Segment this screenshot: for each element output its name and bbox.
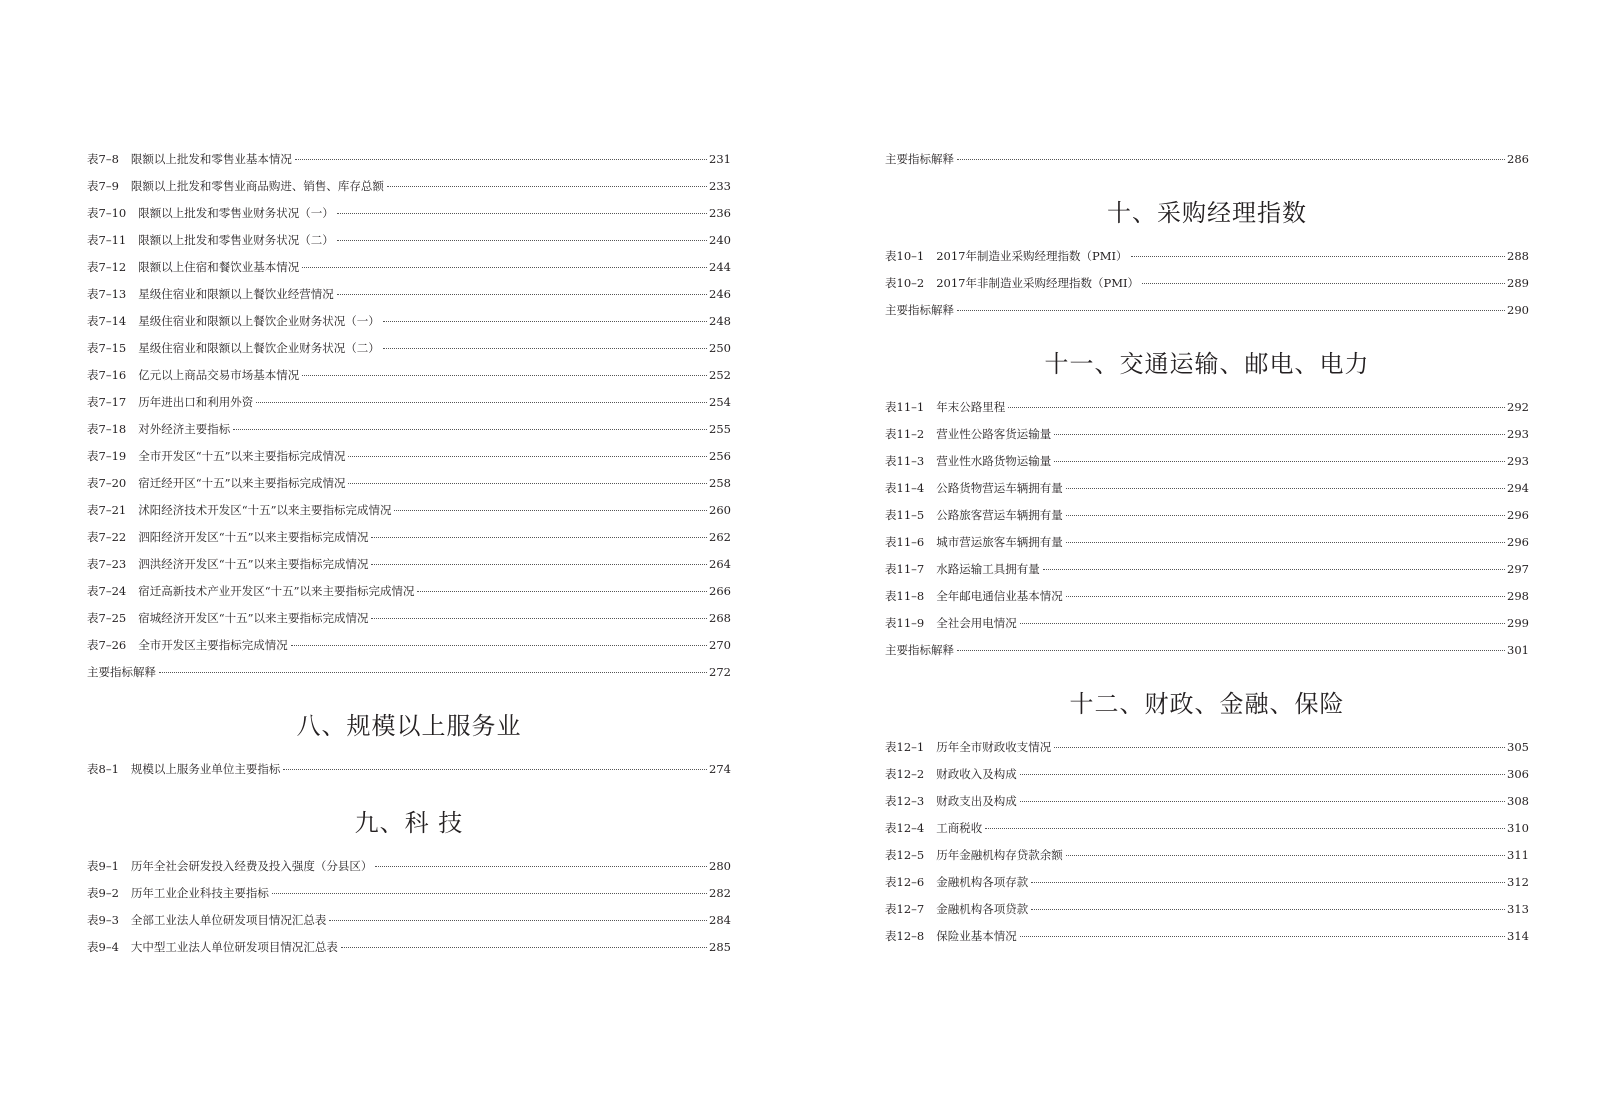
- section-heading-10: 十、采购经理指数: [1107, 199, 1307, 227]
- toc-entry[interactable]: [885, 739, 1529, 766]
- toc-entry-title: 财政收入及构成: [936, 767, 1017, 781]
- dot-leader: [1054, 747, 1505, 748]
- dot-leader: [1020, 623, 1505, 624]
- dot-leader: [291, 645, 707, 646]
- toc-entry-code: 表7–16: [87, 368, 127, 382]
- toc-entry-page-number: 289: [1507, 276, 1529, 290]
- toc-entry-title: 亿元以上商品交易市场基本情况: [138, 368, 300, 382]
- toc-entry-page-number: 240: [709, 233, 731, 247]
- toc-entry-title: 规模以上服务业单位主要指标: [130, 762, 281, 776]
- section-heading-8: 八、规模以上服务业: [296, 712, 522, 740]
- dot-leader: [1066, 855, 1505, 856]
- toc-entry-title: 主要指标解释: [885, 643, 954, 657]
- toc-entry-code: 表11–3: [885, 454, 925, 468]
- dot-leader: [394, 510, 707, 511]
- toc-entry-page-number: 296: [1507, 508, 1529, 522]
- toc-entry[interactable]: [87, 858, 731, 885]
- dot-leader: [387, 186, 707, 187]
- toc-entry-title: 主要指标解释: [885, 303, 954, 317]
- toc-entry[interactable]: [885, 561, 1529, 588]
- toc-entry[interactable]: [87, 340, 731, 367]
- toc-entry[interactable]: [87, 502, 731, 529]
- dot-leader: [1031, 882, 1505, 883]
- toc-entry-code: 表12–2: [885, 767, 925, 781]
- toc-entry[interactable]: [885, 820, 1529, 847]
- toc-entry[interactable]: [885, 874, 1529, 901]
- toc-entry-code: 表11–6: [885, 535, 925, 549]
- toc-entry-title: 2017年制造业采购经理指数（PMI）: [936, 249, 1128, 263]
- dot-leader: [1066, 488, 1505, 489]
- toc-entry-title: 金融机构各项存款: [936, 875, 1029, 889]
- toc-list-section-12: [885, 739, 1529, 955]
- toc-entry-code: 表11–2: [885, 427, 925, 441]
- toc-entry-title: 宿城经济开发区“十五”以来主要指标完成情况: [138, 611, 369, 625]
- toc-list-section-9-notes: [885, 151, 1529, 178]
- toc-entry-page-number: 299: [1507, 616, 1529, 630]
- toc-entry-notes[interactable]: [885, 642, 1529, 669]
- toc-entry-page-number: 256: [709, 449, 731, 463]
- toc-entry[interactable]: [87, 529, 731, 556]
- toc-entry-page-number: 244: [709, 260, 731, 274]
- toc-entry-code: 表12–5: [885, 848, 925, 862]
- toc-entry-title: 历年全社会研发投入经费及投入强度（分县区）: [130, 859, 373, 873]
- toc-entry-title: 限额以上住宿和餐饮业基本情况: [138, 260, 300, 274]
- toc-entry-code: 表11–7: [885, 562, 925, 576]
- toc-entry-code: 表7–9: [87, 179, 119, 193]
- toc-entry[interactable]: [87, 761, 731, 788]
- toc-entry-page-number: 248: [709, 314, 731, 328]
- toc-entry[interactable]: [87, 421, 731, 448]
- toc-entry-title: 财政支出及构成: [936, 794, 1017, 808]
- dot-leader: [383, 321, 707, 322]
- toc-entry-code: 表7–24: [87, 584, 127, 598]
- toc-entry[interactable]: [87, 313, 731, 340]
- toc-entry-page-number: 264: [709, 557, 731, 571]
- toc-entry-title: 金融机构各项贷款: [936, 902, 1029, 916]
- toc-entry-title: 限额以上批发和零售业商品购进、销售、库存总额: [130, 179, 384, 193]
- toc-entry-page-number: 255: [709, 422, 731, 436]
- toc-entry-page-number: 266: [709, 584, 731, 598]
- dot-leader: [302, 375, 707, 376]
- toc-entry[interactable]: [885, 275, 1529, 302]
- toc-entry-title: 泗阳经济开发区“十五”以来主要指标完成情况: [138, 530, 369, 544]
- toc-entry-code: 表10–1: [885, 249, 925, 263]
- toc-entry-title: 历年金融机构存贷款余额: [936, 848, 1063, 862]
- toc-entry-page-number: 313: [1507, 902, 1529, 916]
- toc-entry-code: 表7–22: [87, 530, 127, 544]
- dot-leader: [329, 920, 707, 921]
- toc-entry-code: 表7–15: [87, 341, 127, 355]
- section-heading-11: 十一、交通运输、邮电、电力: [1044, 350, 1370, 378]
- toc-entry-page-number: 292: [1507, 400, 1529, 414]
- toc-entry[interactable]: [87, 475, 731, 502]
- toc-entry[interactable]: [87, 286, 731, 313]
- toc-entry-page-number: 282: [709, 886, 731, 900]
- dot-leader: [957, 159, 1505, 160]
- toc-entry-page-number: 284: [709, 913, 731, 927]
- toc-entry-page-number: 285: [709, 940, 731, 954]
- toc-entry-page-number: 310: [1507, 821, 1529, 835]
- toc-entry[interactable]: [885, 615, 1529, 642]
- toc-entry-page-number: 293: [1507, 427, 1529, 441]
- toc-entry[interactable]: [885, 793, 1529, 820]
- toc-entry-code: 表7–11: [87, 233, 127, 247]
- toc-entry-title: 对外经济主要指标: [138, 422, 231, 436]
- toc-entry[interactable]: [87, 178, 731, 205]
- toc-entry-page-number: 268: [709, 611, 731, 625]
- dot-leader: [1066, 515, 1505, 516]
- toc-entry-page-number: 312: [1507, 875, 1529, 889]
- toc-entry-title: 限额以上批发和零售业财务状况（二）: [138, 233, 334, 247]
- toc-entry-code: 表9–1: [87, 859, 119, 873]
- toc-entry[interactable]: [87, 610, 731, 637]
- toc-entry[interactable]: [87, 394, 731, 421]
- toc-entry-title: 城市营运旅客车辆拥有量: [936, 535, 1063, 549]
- toc-entry-title: 星级住宿业和限额以上餐饮业经营情况: [138, 287, 334, 301]
- toc-entry-code: 表7–23: [87, 557, 127, 571]
- dot-leader: [371, 537, 707, 538]
- dot-leader: [302, 267, 707, 268]
- toc-entry-title: 宿迁高新技术产业开发区“十五”以来主要指标完成情况: [138, 584, 415, 598]
- dot-leader: [348, 483, 707, 484]
- toc-entry[interactable]: [885, 507, 1529, 534]
- toc-entry-code: 表7–25: [87, 611, 127, 625]
- toc-list-section-11: [885, 399, 1529, 669]
- toc-entry-page-number: 280: [709, 859, 731, 873]
- toc-entry-page-number: 270: [709, 638, 731, 652]
- toc-entry-code: 表12–7: [885, 902, 925, 916]
- toc-entry-title: 限额以上批发和零售业财务状况（一）: [138, 206, 334, 220]
- toc-entry-title: 全年邮电通信业基本情况: [936, 589, 1063, 603]
- toc-entry-page-number: 296: [1507, 535, 1529, 549]
- dot-leader: [256, 402, 707, 403]
- toc-entry-page-number: 254: [709, 395, 731, 409]
- toc-entry-page-number: 252: [709, 368, 731, 382]
- toc-entry-code: 表12–8: [885, 929, 925, 943]
- dot-leader: [295, 159, 707, 160]
- dot-leader: [1031, 909, 1505, 910]
- toc-entry[interactable]: [87, 205, 731, 232]
- toc-list-section-10: [885, 248, 1529, 329]
- dot-leader: [1131, 256, 1506, 257]
- toc-entry[interactable]: [87, 151, 731, 178]
- toc-entry-page-number: 305: [1507, 740, 1529, 754]
- toc-entry-page-number: 231: [709, 152, 731, 166]
- toc-entry-title: 主要指标解释: [87, 665, 156, 679]
- toc-entry-code: 表12–4: [885, 821, 925, 835]
- toc-entry-notes[interactable]: [87, 664, 731, 691]
- toc-entry[interactable]: [87, 367, 731, 394]
- toc-entry-title: 星级住宿业和限额以上餐饮企业财务状况（一）: [138, 314, 380, 328]
- toc-list-section-9: [87, 858, 731, 966]
- toc-entry-page-number: 236: [709, 206, 731, 220]
- toc-entry-title: 水路运输工具拥有量: [936, 562, 1040, 576]
- toc-entry-code: 表7–20: [87, 476, 127, 490]
- dot-leader: [1066, 542, 1505, 543]
- toc-entry-page-number: 246: [709, 287, 731, 301]
- toc-entry-page-number: 298: [1507, 589, 1529, 603]
- toc-entry-code: 表7–12: [87, 260, 127, 274]
- toc-entry-title: 年末公路里程: [936, 400, 1006, 414]
- toc-entry[interactable]: [87, 259, 731, 286]
- toc-entry[interactable]: [87, 232, 731, 259]
- toc-entry[interactable]: [885, 766, 1529, 793]
- toc-entry-code: 表9–4: [87, 940, 119, 954]
- toc-entry-page-number: 260: [709, 503, 731, 517]
- toc-entry[interactable]: [87, 448, 731, 475]
- toc-entry-page-number: 286: [1507, 152, 1529, 166]
- toc-entry-title: 历年工业企业科技主要指标: [130, 886, 269, 900]
- toc-entry[interactable]: [87, 912, 731, 939]
- toc-entry-title: 限额以上批发和零售业基本情况: [130, 152, 292, 166]
- dot-leader: [159, 672, 707, 673]
- toc-entry-page-number: 258: [709, 476, 731, 490]
- toc-entry-code: 表7–18: [87, 422, 127, 436]
- dot-leader: [1020, 936, 1505, 937]
- toc-entry-page-number: 314: [1507, 929, 1529, 943]
- toc-entry-code: 表11–1: [885, 400, 925, 414]
- dot-leader: [341, 947, 707, 948]
- toc-entry-page-number: 262: [709, 530, 731, 544]
- toc-entry-code: 表7–17: [87, 395, 127, 409]
- toc-entry[interactable]: [885, 534, 1529, 561]
- toc-entry-code: 表7–10: [87, 206, 127, 220]
- toc-entry-notes[interactable]: [885, 151, 1529, 178]
- toc-entry-title: 保险业基本情况: [936, 929, 1017, 943]
- toc-left-page: [87, 151, 731, 966]
- toc-entry-page-number: 311: [1507, 848, 1529, 862]
- toc-entry-code: 表9–3: [87, 913, 119, 927]
- toc-entry-page-number: 274: [709, 762, 731, 776]
- toc-entry-title: 2017年非制造业采购经理指数（PMI）: [936, 276, 1140, 290]
- toc-entry[interactable]: [885, 480, 1529, 507]
- toc-entry-title: 星级住宿业和限额以上餐饮企业财务状况（二）: [138, 341, 380, 355]
- toc-entry-code: 表10–2: [885, 276, 925, 290]
- toc-entry[interactable]: [885, 399, 1529, 426]
- toc-entry-title: 历年全市财政收支情况: [936, 740, 1052, 754]
- toc-entry-title: 全社会用电情况: [936, 616, 1017, 630]
- toc-entry-page-number: 301: [1507, 643, 1529, 657]
- dot-leader: [272, 893, 707, 894]
- toc-entry-code: 表11–5: [885, 508, 925, 522]
- toc-entry-title: 大中型工业法人单位研发项目情况汇总表: [130, 940, 338, 954]
- dot-leader: [371, 564, 707, 565]
- toc-entry-title: 全市开发区“十五”以来主要指标完成情况: [138, 449, 346, 463]
- toc-entry[interactable]: [885, 928, 1529, 955]
- toc-entry-title: 全部工业法人单位研发项目情况汇总表: [130, 913, 327, 927]
- toc-entry-code: 表12–6: [885, 875, 925, 889]
- toc-entry-code: 表7–14: [87, 314, 127, 328]
- toc-entry[interactable]: [87, 885, 731, 912]
- toc-entry[interactable]: [87, 556, 731, 583]
- dot-leader: [1054, 461, 1505, 462]
- toc-entry-code: 表9–2: [87, 886, 119, 900]
- toc-entry-page-number: 293: [1507, 454, 1529, 468]
- toc-entry-title: 全市开发区主要指标完成情况: [138, 638, 288, 652]
- toc-entry-notes[interactable]: [885, 302, 1529, 329]
- toc-entry-code: 表11–8: [885, 589, 925, 603]
- dot-leader: [1043, 569, 1505, 570]
- toc-entry-code: 表8–1: [87, 762, 119, 776]
- toc-entry-page-number: 290: [1507, 303, 1529, 317]
- dot-leader: [417, 591, 707, 592]
- dot-leader: [1142, 283, 1505, 284]
- toc-entry-code: 表7–21: [87, 503, 127, 517]
- toc-entry-title: 宿迁经开区“十五”以来主要指标完成情况: [138, 476, 346, 490]
- toc-entry-title: 主要指标解释: [885, 152, 954, 166]
- toc-entry-code: 表7–19: [87, 449, 127, 463]
- toc-entry-title: 工商税收: [936, 821, 983, 835]
- toc-entry[interactable]: [885, 847, 1529, 874]
- section-heading-9: 九、科 技: [354, 809, 464, 837]
- toc-entry[interactable]: [885, 426, 1529, 453]
- toc-entry-code: 表7–13: [87, 287, 127, 301]
- toc-entry-page-number: 297: [1507, 562, 1529, 576]
- toc-entry-code: 表7–8: [87, 152, 119, 166]
- dot-leader: [337, 213, 707, 214]
- toc-entry-title: 历年进出口和利用外资: [138, 395, 254, 409]
- dot-leader: [1066, 596, 1505, 597]
- toc-entry[interactable]: [885, 588, 1529, 615]
- toc-entry-code: 表12–1: [885, 740, 925, 754]
- toc-entry-title: 公路旅客营运车辆拥有量: [936, 508, 1063, 522]
- toc-entry-page-number: 306: [1507, 767, 1529, 781]
- toc-right-page: [885, 151, 1529, 955]
- toc-entry-title: 营业性水路货物运输量: [936, 454, 1052, 468]
- dot-leader: [337, 240, 707, 241]
- toc-entry-page-number: 308: [1507, 794, 1529, 808]
- toc-entry-page-number: 250: [709, 341, 731, 355]
- toc-entry[interactable]: [885, 901, 1529, 928]
- dot-leader: [375, 866, 707, 867]
- dot-leader: [985, 828, 1505, 829]
- dot-leader: [1054, 434, 1505, 435]
- dot-leader: [1020, 801, 1505, 802]
- toc-list-section-7: [87, 151, 731, 691]
- dot-leader: [957, 310, 1505, 311]
- dot-leader: [233, 429, 707, 430]
- toc-entry[interactable]: [885, 453, 1529, 480]
- toc-entry-code: 表11–4: [885, 481, 925, 495]
- dot-leader: [383, 348, 707, 349]
- toc-entry-page-number: 294: [1507, 481, 1529, 495]
- dot-leader: [1008, 407, 1505, 408]
- toc-entry-page-number: 233: [709, 179, 731, 193]
- toc-entry-title: 营业性公路客货运输量: [936, 427, 1052, 441]
- dot-leader: [371, 618, 707, 619]
- dot-leader: [337, 294, 707, 295]
- toc-entry-page-number: 288: [1507, 249, 1529, 263]
- toc-entry-code: 表12–3: [885, 794, 925, 808]
- dot-leader: [1020, 774, 1505, 775]
- toc-entry[interactable]: [87, 637, 731, 664]
- toc-entry[interactable]: [885, 248, 1529, 275]
- toc-entry-code: 表7–26: [87, 638, 127, 652]
- toc-entry-title: 公路货物营运车辆拥有量: [936, 481, 1063, 495]
- toc-entry-code: 表11–9: [885, 616, 925, 630]
- section-heading-12: 十二、财政、金融、保险: [1069, 690, 1345, 718]
- toc-entry[interactable]: [87, 583, 731, 610]
- dot-leader: [283, 769, 707, 770]
- toc-entry-title: 泗洪经济开发区“十五”以来主要指标完成情况: [138, 557, 369, 571]
- toc-entry-title: 沭阳经济技术开发区“十五”以来主要指标完成情况: [138, 503, 392, 517]
- toc-list-section-8: [87, 761, 731, 788]
- dot-leader: [957, 650, 1505, 651]
- toc-entry[interactable]: [87, 939, 731, 966]
- dot-leader: [348, 456, 707, 457]
- toc-entry-page-number: 272: [709, 665, 731, 679]
